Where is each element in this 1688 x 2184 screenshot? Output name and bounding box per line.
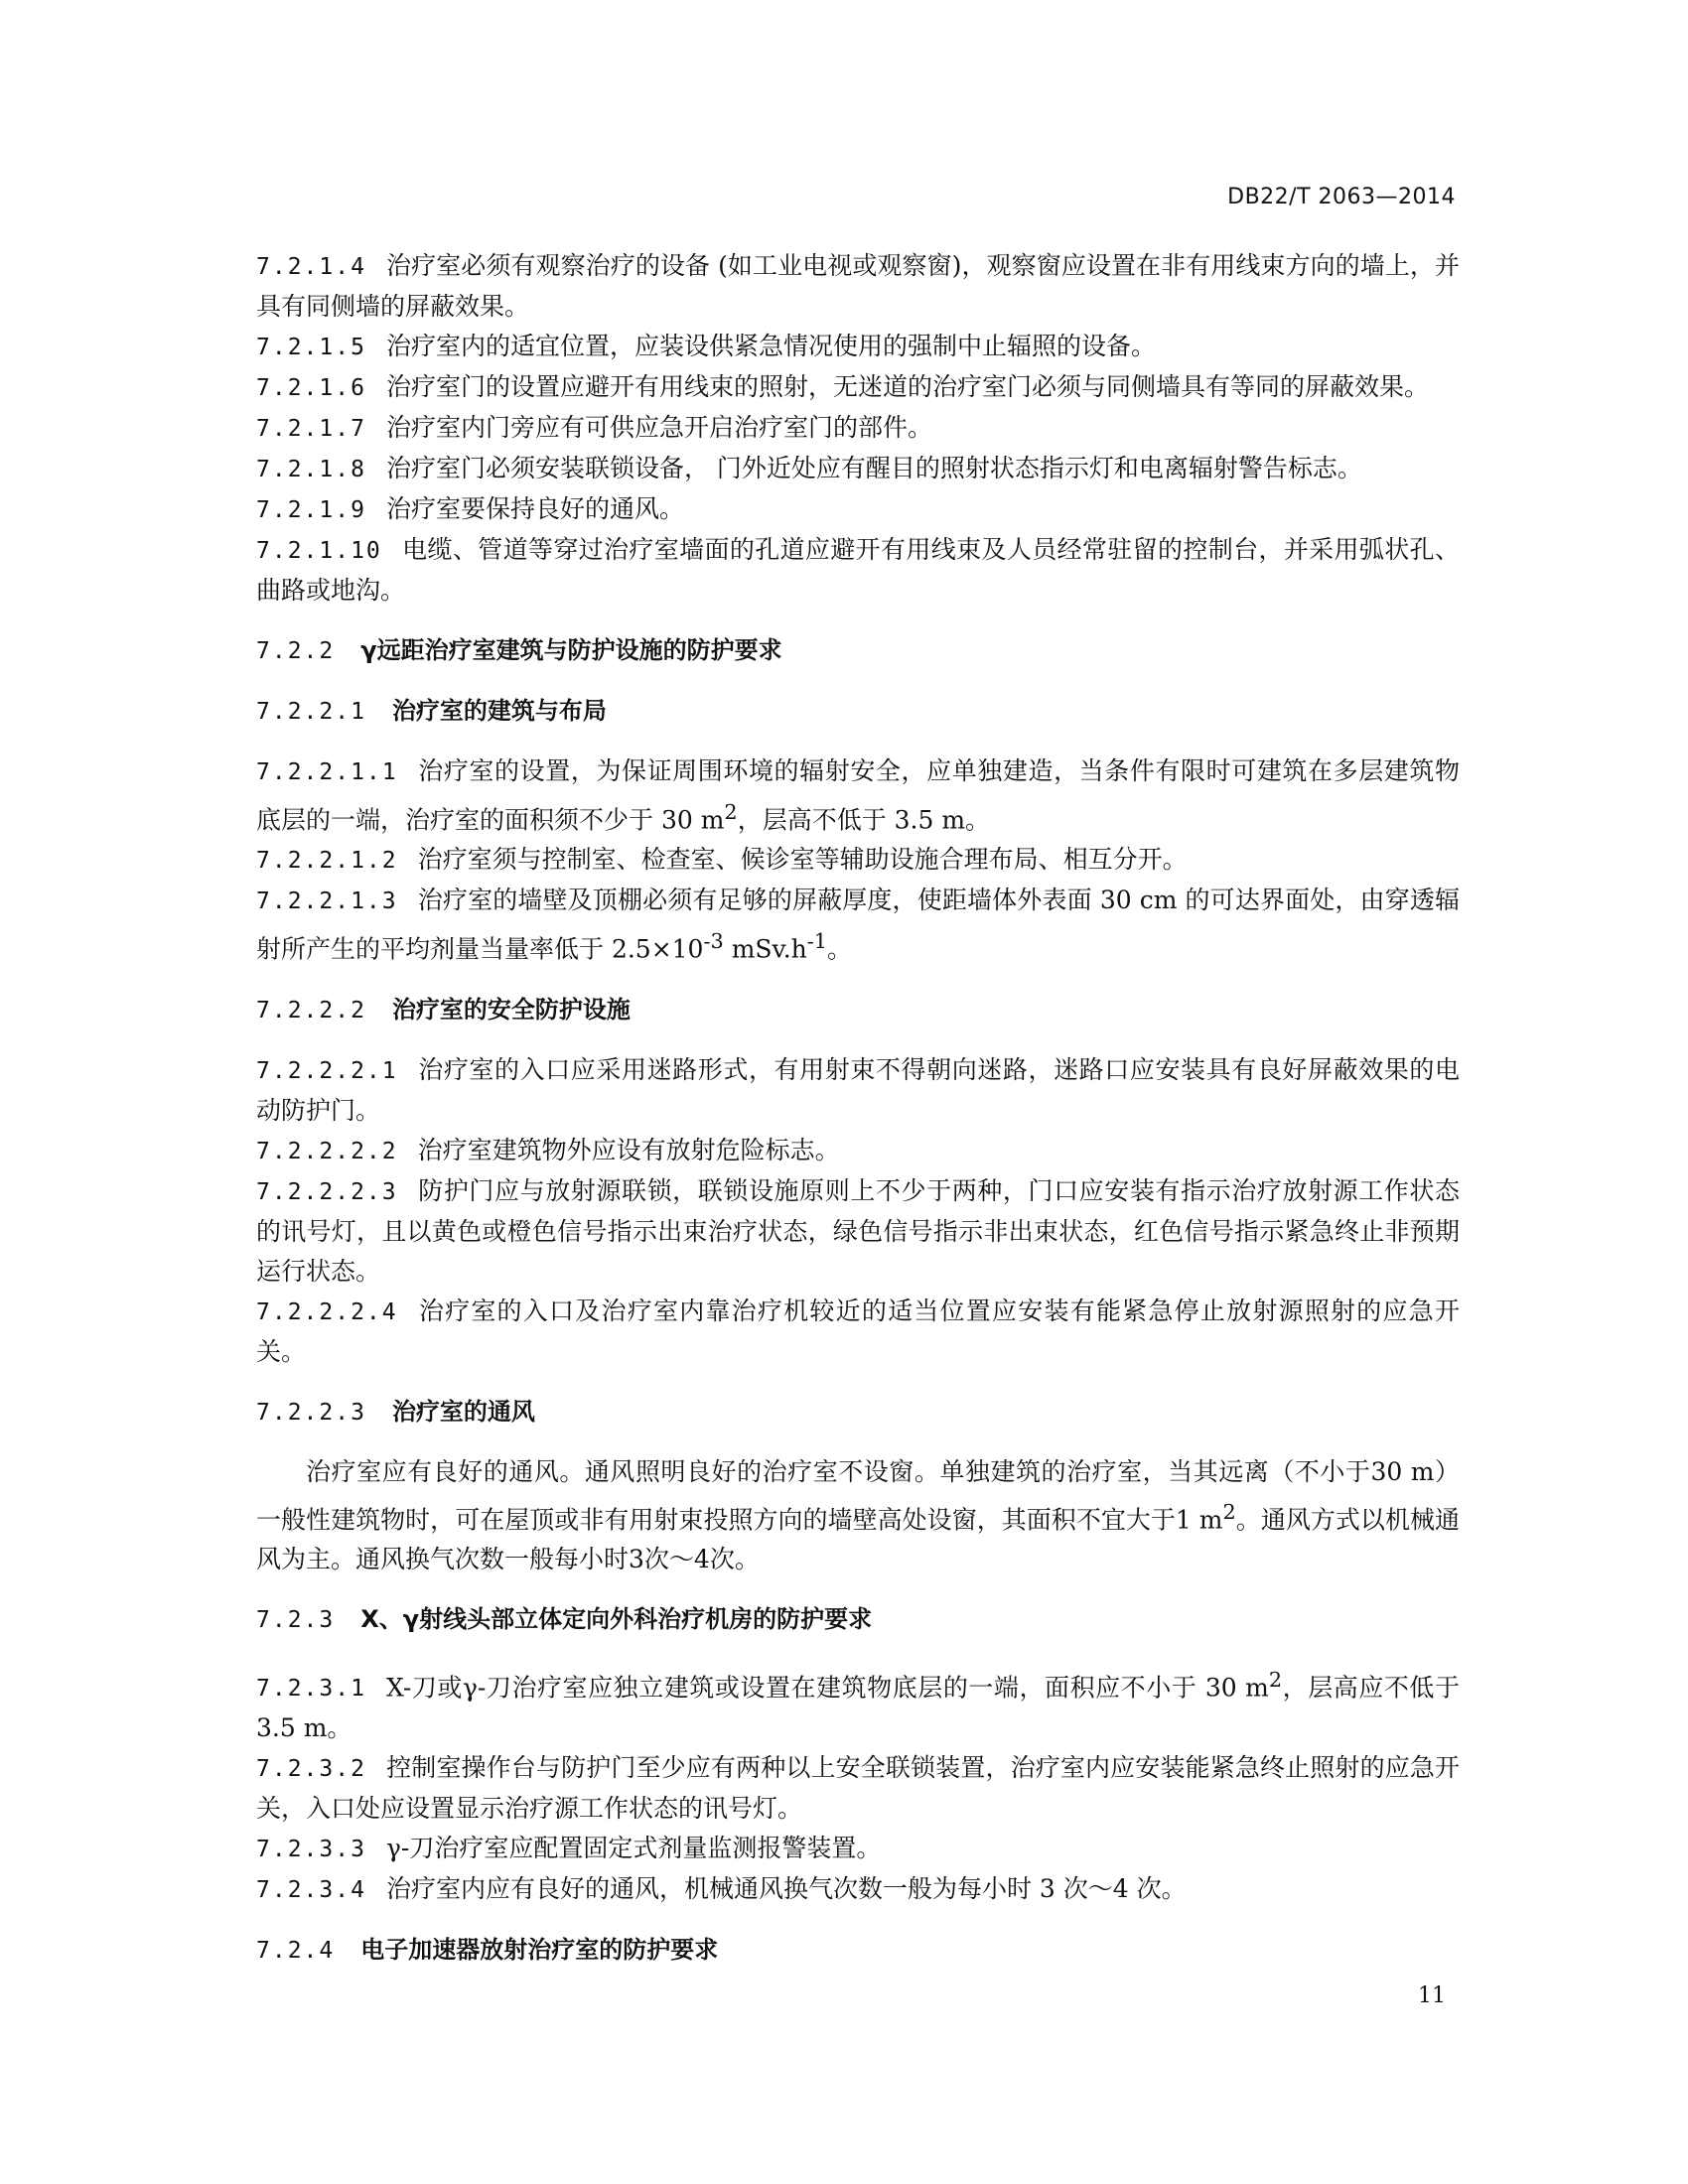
clause-7-2-2-2-4: [256, 1292, 1460, 1372]
heading-number: 7.2.3: [256, 1606, 336, 1633]
superscript: -3: [703, 929, 724, 954]
heading-number: 7.2.2.3: [256, 1399, 366, 1426]
clause-text: 控制室操作台与防护门至少应有两种以上安全联锁装置，治疗室内应安装能紧急终止照射的应急开关，入口处应设置显示治疗源工作状态的讯号灯。: [256, 1753, 1460, 1824]
clause-7-2-1-4: [256, 246, 1460, 327]
clause-text: 治疗室的设置，为保证周围环境的辐射安全，应单独建造，当条件有限时可建筑在多层建筑物底层的一端，治疗室的面积须不少于 30 m: [256, 756, 1460, 835]
document-body: [256, 246, 1460, 1971]
clause-number: 7.2.2.2.4: [256, 1298, 398, 1325]
clause-text: 治疗室建筑物外应设有放射危险标志。: [417, 1135, 840, 1164]
page-number: 11: [1418, 1983, 1446, 2008]
heading-number: 7.2.2.2: [256, 997, 366, 1024]
clause-number: 7.2.3.2: [256, 1756, 366, 1783]
superscript: 2: [1268, 1667, 1283, 1692]
clause-number: 7.2.2.1.3: [256, 888, 398, 915]
clause-text: 治疗室要保持良好的通风。: [385, 494, 684, 523]
clause-number: 7.2.1.6: [256, 375, 366, 401]
clause-text: 治疗室的墙壁及顶棚必须有足够的屏蔽厚度，使距墙体外表面 30 cm 的可达界面处，由穿透辐射所产生的平均剂量当量率低于 2.5×10: [256, 886, 1460, 964]
heading-text: γ远距治疗室建筑与防护设施的防护要求: [360, 636, 782, 664]
clause-text: X-刀或γ-刀治疗室应独立建筑或设置在建筑物底层的一端，面积应不小于 30 m: [385, 1673, 1269, 1703]
heading-number: 7.2.2: [256, 638, 336, 664]
clause-7-2-2-2-2: [256, 1131, 1460, 1171]
clause-text: 治疗室须与控制室、检查室、候诊室等辅助设施合理布局、相互分开。: [417, 845, 1188, 875]
clause-number: 7.2.1.7: [256, 416, 366, 442]
heading-7-2-4: [256, 1930, 1460, 1971]
clause-7-2-3-3: [256, 1829, 1460, 1869]
clause-text-cont: mSv.h: [723, 934, 807, 964]
heading-7-2-2: [256, 630, 1460, 671]
superscript: -1: [806, 929, 828, 954]
clause-text-cont: ，层高不低于 3.5 m。: [737, 805, 991, 835]
heading-number: 7.2.2.1: [256, 699, 366, 725]
clause-number: 7.2.2.1.2: [256, 848, 398, 875]
clause-text: 治疗室内的适宜位置，应装设供紧急情况使用的强制中止辐照的设备。: [385, 332, 1156, 360]
clause-7-2-1-5: [256, 327, 1460, 367]
clause-text: 治疗室内应有良好的通风，机械通风换气次数一般为每小时 3 次～4 次。: [385, 1874, 1187, 1904]
clause-7-2-3-4: [256, 1869, 1460, 1910]
clause-number: 7.2.3.3: [256, 1837, 366, 1863]
standard-id: DB22/T 2063—2014: [1227, 185, 1456, 209]
clause-number: 7.2.3.1: [256, 1676, 366, 1703]
clause-7-2-2-1-1: [256, 751, 1460, 840]
clause-text: γ-刀治疗室应配置固定式剂量监测报警装置。: [385, 1834, 882, 1863]
clause-7-2-1-8: [256, 449, 1460, 489]
heading-7-2-2-1: [256, 691, 1460, 732]
clause-number: 7.2.2.2.2: [256, 1138, 398, 1164]
clause-7-2-2-1-3: [256, 881, 1460, 969]
clause-text-end: 。: [827, 934, 853, 964]
heading-text: 电子加速器放射治疗室的防护要求: [360, 1936, 719, 1965]
heading-number: 7.2.4: [256, 1938, 336, 1965]
clause-7-2-2-1-2: [256, 840, 1460, 881]
paragraph-text: 治疗室应有良好的通风。通风照明良好的治疗室不设窗。单独建筑的治疗室，当其远离（不小于30 m）一般性建筑物时，可在屋顶或非有用射束投照方向的墙壁高处设窗，其面积不宜大于1 m: [256, 1456, 1460, 1534]
clause-text: 治疗室的入口应采用迷路形式，有用射束不得朝向迷路，迷路口应安装具有良好屏蔽效果的电动防护门。: [256, 1054, 1460, 1125]
clause-text: 治疗室内门旁应有可供应急开启治疗室门的部件。: [385, 413, 932, 442]
ventilation-paragraph: [256, 1452, 1460, 1579]
clause-number: 7.2.1.8: [256, 457, 366, 482]
clause-number: 7.2.2.2.1: [256, 1057, 398, 1084]
clause-number: 7.2.2.1.1: [256, 759, 398, 785]
superscript: 2: [1222, 1499, 1236, 1524]
clause-7-2-2-2-3: [256, 1171, 1460, 1292]
clause-7-2-3-2: [256, 1748, 1460, 1829]
heading-7-2-2-3: [256, 1392, 1460, 1433]
clause-7-2-1-9: [256, 489, 1460, 530]
clause-text: 防护门应与放射源联锁，联锁设施原则上不少于两种，门口应安装有指示治疗放射源工作状态的讯号灯，且以黄色或橙色信号指示出束治疗状态，绿色信号指示非出束状态，红色信号指示紧急终止非预期运行状态。: [256, 1175, 1460, 1286]
heading-text: 治疗室的通风: [391, 1397, 535, 1426]
clause-number: 7.2.1.10: [256, 538, 382, 564]
clause-number: 7.2.3.4: [256, 1877, 366, 1904]
clause-number: 7.2.1.9: [256, 497, 366, 523]
clause-text-cont: ，层高应不低于 3.5 m。: [256, 1673, 1460, 1743]
clause-7-2-1-10: [256, 530, 1460, 611]
clause-text: 电缆、管道等穿过治疗室墙面的孔道应避开有用线束及人员经常驻留的控制台，并采用弧状孔、曲路或地沟。: [256, 535, 1460, 605]
clause-7-2-1-6: [256, 367, 1460, 408]
clause-text: 治疗室门必须安装联锁设备， 门外近处应有醒目的照射状态指示灯和电离辐射警告标志。: [385, 454, 1362, 482]
clause-text: 治疗室门的设置应避开有用线束的照射，无迷道的治疗室门必须与同侧墙具有等同的屏蔽效果。: [385, 372, 1429, 401]
heading-7-2-2-2: [256, 990, 1460, 1030]
paragraph-text-cont: 。通风方式以机械通风为主。通风换气次数一般每小时3次～4次。: [256, 1504, 1460, 1573]
clause-number: 7.2.1.4: [256, 254, 366, 280]
clause-7-2-1-7: [256, 408, 1460, 449]
superscript: 2: [724, 800, 738, 824]
clause-7-2-3-1: [256, 1660, 1460, 1748]
clause-text: 治疗室的入口及治疗室内靠治疗机较近的适当位置应安装有能紧急停止放射源照射的应急开关。: [256, 1296, 1460, 1366]
clause-number: 7.2.1.5: [256, 335, 366, 360]
heading-text: 治疗室的安全防护设施: [391, 995, 631, 1024]
clause-text: 治疗室必须有观察治疗的设备 (如工业电视或观察窗)，观察窗应设置在非有用线束方向的墙上，并具有同侧墙的屏蔽效果。: [256, 251, 1460, 321]
clause-number: 7.2.2.2.3: [256, 1178, 398, 1205]
heading-7-2-3: [256, 1599, 1460, 1640]
heading-text: 治疗室的建筑与布局: [391, 697, 607, 725]
heading-text: X、γ射线头部立体定向外科治疗机房的防护要求: [360, 1604, 873, 1633]
clause-7-2-2-2-1: [256, 1050, 1460, 1131]
